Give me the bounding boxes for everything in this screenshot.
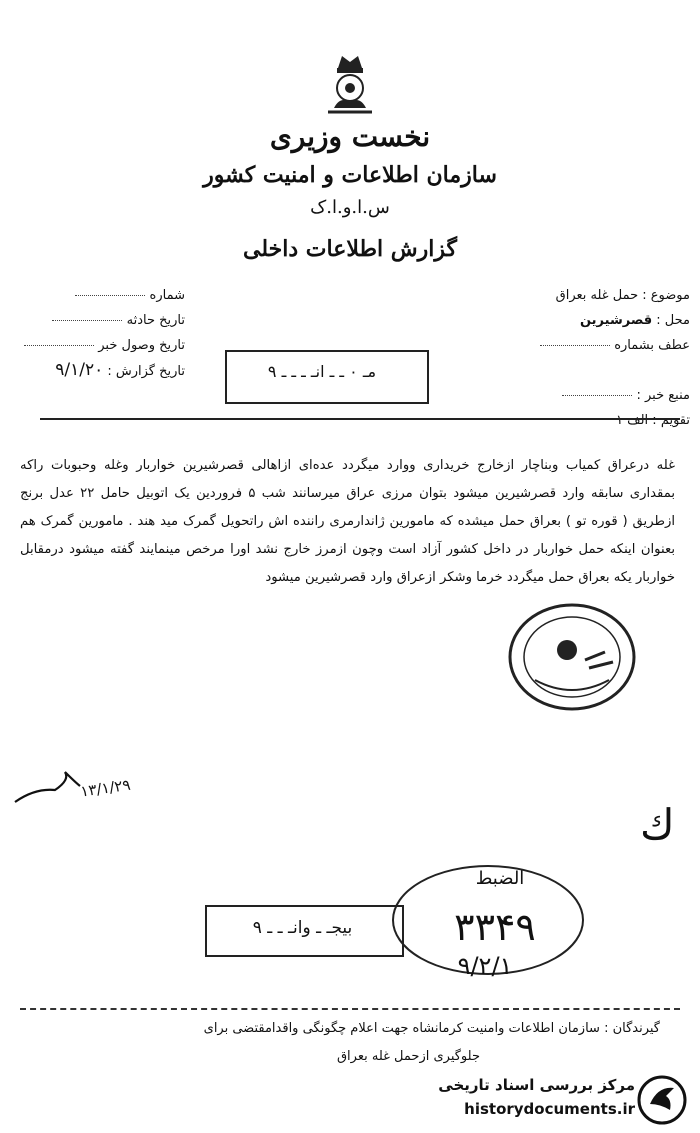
signature-date: ۱۳/۱/۲۹ <box>79 775 132 801</box>
subject-label: موضوع <box>650 288 690 303</box>
place-label: محل <box>664 313 690 328</box>
source-label: منبع خبر <box>645 388 690 403</box>
subject-value: حمل غله بعراق <box>555 288 639 303</box>
lion-and-sun-emblem-icon <box>320 50 380 120</box>
report-body: غله درعراق کمیاب وبناچار ازخارج خریداری ووارد میگردد عده‌ای ازاهالی قصرشیرین خواربار وغله وحبوبات راکه بمقداری سابقه وارد قصرشیرین میشود بتوان مرزی عراق میرسانند شب ۵ فروردین یک اتوبیل حامل ۲۲ عدل برنج ازطریق ( قوره تو ) بعراق حمل میشده که مامورین ژاندارمری راننده اش راتحویل گمرک مید هند . مامورین گمرک هم بعنوان اینکه حمل خواربار در داخل کشور آزاد است وچون ازمرز خارج نشد اورا مرخص مینمایند گفته میشود درمقابل خواربار یکه بعراق حمل میگردد خرما وشکر ازعراق وارد قصرشیرین میشود <box>20 458 676 585</box>
ministry-title: نخست وزیری <box>269 120 431 153</box>
grade-value: الف ۱ <box>616 413 649 428</box>
recipients <box>30 1015 660 1071</box>
watermark-text-en: historydocuments.ir <box>464 1100 635 1118</box>
place-value: قصرشیرین <box>579 313 653 328</box>
recipients-line-1: گیرندگان : سازمان اطلاعات وامنیت کرمانشاه جهت اعلام چگونگی واقدامقتضی برای <box>203 1021 660 1036</box>
report-meta-left: شماره تاریخ حادثه تاریخ وصول خبر تاریخ گزارش : ۹/۱/۲۰ <box>10 283 185 384</box>
incident-date-label: تاریخ حادثه <box>126 313 185 328</box>
number-label: شماره <box>149 288 185 303</box>
received-date-label: تاریخ وصول خبر <box>98 338 185 353</box>
header-divider <box>40 418 680 420</box>
footer-divider <box>20 1008 680 1010</box>
recipients-line-2: جلوگیری ازحمل غله بعراق <box>336 1049 480 1064</box>
watermark-text-fa: مرکز بررسی اسناد تاریخی <box>438 1076 635 1094</box>
report-date-label: تاریخ گزارش <box>115 364 185 379</box>
reference-stamp-text: مـ ٠ ـ ـ انـ ـ ـ ـ ۹ <box>267 362 377 381</box>
grade-label: تقویم <box>660 413 690 428</box>
report-meta-right: موضوع : حمل غله بعراق محل : قصرشیرین عطف بشماره منبع خبر : تقویم : الف ۱ <box>495 283 690 433</box>
agency-abbreviation: س.ا.و.ا.ک <box>310 197 390 218</box>
report-date-value: ۹/۱/۲۰ <box>55 360 104 380</box>
agency-title: سازمان اطلاعات و امنیت کشور <box>203 162 497 188</box>
security-seal-stamp-icon <box>505 600 640 715</box>
ref-label: عطف بشماره <box>614 338 690 353</box>
archive-stamp-text: بیجـ ـ وانـ ـ ـ ۹ <box>252 918 353 938</box>
archive-date: ۹/۲/۱ <box>457 952 513 980</box>
archive-logo-icon <box>636 1074 688 1126</box>
archive-number: ۳۳۴۹ <box>454 905 536 949</box>
report-type-title: گزارش اطلاعات داخلی <box>243 236 457 262</box>
margin-handwritten-mark: ك <box>640 800 675 849</box>
archive-label: الضبط <box>475 868 525 889</box>
